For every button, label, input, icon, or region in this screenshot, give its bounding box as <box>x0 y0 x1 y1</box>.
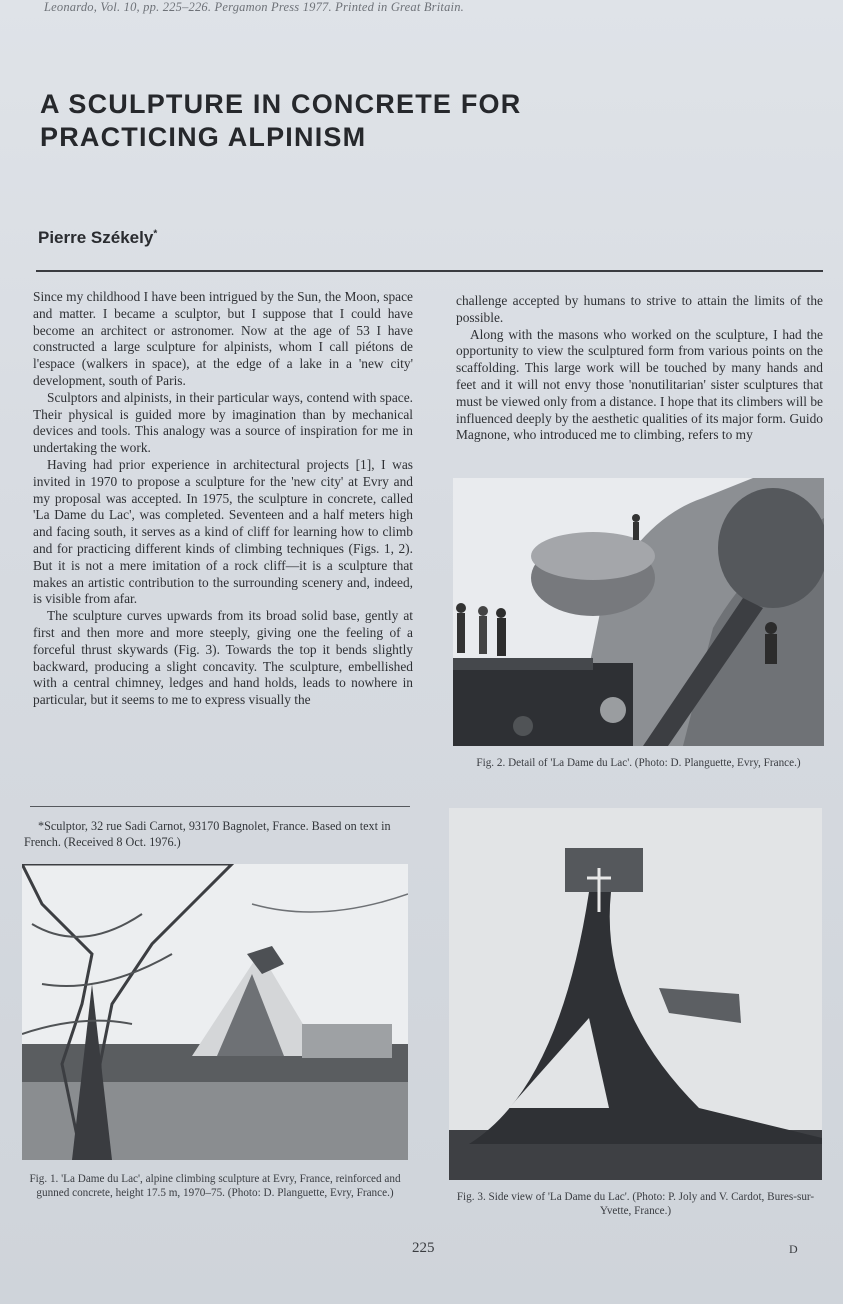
title-line-1: A SCULPTURE IN CONCRETE FOR <box>40 89 522 119</box>
author-footnote: *Sculptor, 32 rue Sadi Carnot, 93170 Bagnolet, France. Based on text in French. (Received 8 Oct. 1976.) <box>24 819 391 849</box>
author-name <box>38 228 157 248</box>
footnote-divider <box>30 806 410 807</box>
page-number: 225 <box>412 1240 435 1256</box>
figure-2-photo <box>453 478 824 746</box>
title-line-2: PRACTICING ALPINISM <box>40 122 367 152</box>
title-divider <box>36 270 823 272</box>
author-text: Pierre Székely <box>38 228 154 247</box>
figure-1-photo <box>22 864 408 1160</box>
paragraph: The sculpture curves upwards from its broad solid base, gently at first and then more and more steeply, giving one the feeling of a forceful thrust skywards (Fig. 3). Towards the top it bends slightly backward, producing a slight concavity. The sculpture, embellished with a central chimney, ledges and hand holds, leads to nowhere in particular, but it seems to me to express visually the <box>33 608 413 708</box>
article-title <box>40 88 760 154</box>
left-column <box>33 289 413 709</box>
author-footnote-mark: * <box>153 228 158 240</box>
figure-2-image <box>453 478 824 746</box>
paragraph: Sculptors and alpinists, in their particular ways, contend with space. Their physical is guided more by imagination than by mechanical devices and tools. This analogy was a source of inspiration for me in undertaking the work. <box>33 389 413 456</box>
right-column <box>456 293 823 444</box>
paragraph: Along with the masons who worked on the sculpture, I had the opportunity to view the sculptured form from various points on the scaffolding. This large work will be touched by many hands and feet and it will not envy those 'nonutilitarian' sister sculptures that must be viewed only from a distance. I hope that its climbers will be influenced deeply by the aesthetic qualities of its major form. Guido Magnone, who introduced me to climbing, refers to my <box>456 326 823 443</box>
corner-mark: D <box>789 1242 798 1256</box>
figure-1-caption: Fig. 1. 'La Dame du Lac', alpine climbing sculpture at Evry, France, reinforced and gunned concrete, height 17.5 m, 1970–75. (Photo: D. Planguette, Evry, France.) <box>29 1173 401 1199</box>
paragraph: challenge accepted by humans to strive to attain the limits of the possible. <box>456 293 823 325</box>
figure-3-image <box>449 808 822 1180</box>
figure-3-caption: Fig. 3. Side view of 'La Dame du Lac'. (Photo: P. Joly and V. Cardot, Bures-sur-Yvette, France.) <box>456 1191 815 1217</box>
figure-2-caption: Fig. 2. Detail of 'La Dame du Lac'. (Photo: D. Planguette, Evry, France.) <box>476 757 801 769</box>
figure-1-image <box>22 864 408 1160</box>
paragraph: Since my childhood I have been intrigued by the Sun, the Moon, space and matter. I became a sculptor, but I suppose that I could have become an architect or astronomer. Now at the age of 53 I have constructed a large sculpture for alpinists, whom I call piétons de l'espace (walkers in space), at the edge of a lake in a 'new city' development, south of Paris. <box>33 289 413 388</box>
paragraph: Having had prior experience in architectural projects [1], I was invited in 1970 to propose a sculpture for the 'new city' at Evry and my proposal was accepted. In 1975, the sculpture in concrete, called 'La Dame du Lac', was completed. Seventeen and a half meters high and facing south, it serves as a kind of cliff for learning how to climb and for practicing different kinds of climbing techniques (Figs. 1, 2). But it is not a mere imitation of a rock cliff—it is a sculpture that makes an artistic contribution to the surrounding scenery and, indeed, is visible from afar. <box>33 456 413 607</box>
journal-citation: Leonardo, Vol. 10, pp. 225–226. Pergamon Press 1977. Printed in Great Britain. <box>44 0 464 14</box>
figure-3-photo <box>449 808 822 1180</box>
